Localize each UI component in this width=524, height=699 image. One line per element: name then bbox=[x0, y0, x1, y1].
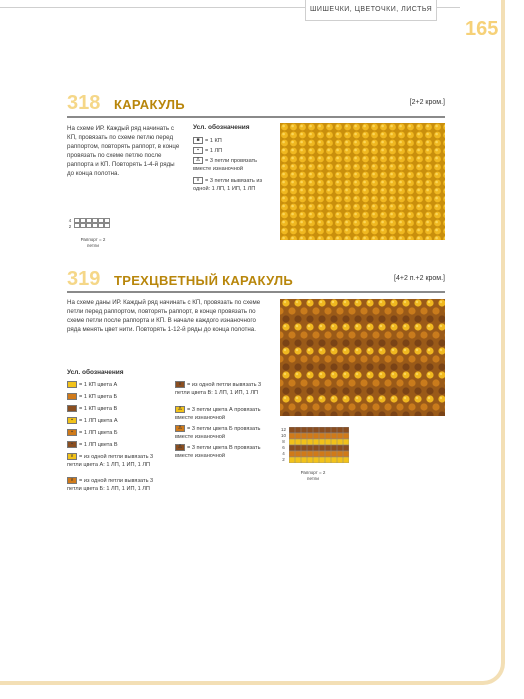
pattern-318-chart: 4 2 bbox=[67, 218, 112, 236]
legend-item: ▪ = 1 ЛП цвета Б bbox=[67, 429, 177, 437]
rapport-label: Раппорт = 2 петли bbox=[300, 470, 326, 481]
pattern-318-title bbox=[67, 93, 445, 115]
pattern-318-instructions: На схеме ИР. Каждый ряд начинать с КП, провязать по схеме петлю перед раппортом, повторять раппорт, в конце провязать по схеме петлю после раппорта и КП. Повторять 1-4-й ряды до конца полотна. bbox=[67, 125, 180, 177]
pattern-319-instructions: На схеме даны ИР. Каждый ряд начинать с КП, провязать по схеме петли перед раппортом, повторять раппорт, в конце провязать по схеме петли после раппорта и КП. В начале каждого изнаночного ряда менять цвет нити. Повторять 1-12-й ряды до конца полотна. bbox=[67, 299, 261, 333]
legend-item: ▪ = 1 ЛП цвета А bbox=[67, 417, 177, 425]
legend-item: Δ = 3 петли цвета А провязать вместе изнаночной bbox=[175, 406, 261, 421]
legend-item: Δ = 3 петли цвета Б провязать вместе изнаночной bbox=[175, 425, 261, 440]
pattern-name: КАРАКУЛЬ bbox=[114, 97, 185, 112]
legend-item: = 1 КП цвета Б bbox=[67, 393, 177, 401]
rapport-label: Раппорт = 2 петли bbox=[80, 237, 106, 248]
knit-symbol-icon: ■ bbox=[193, 137, 203, 144]
page-number: 165 bbox=[465, 18, 499, 40]
decrease-orange-icon: Δ bbox=[175, 425, 185, 432]
legend-item: = 1 КП цвета А bbox=[67, 381, 177, 389]
decrease-symbol-icon: Δ bbox=[193, 157, 203, 164]
purl-yellow-icon: ▪ bbox=[67, 417, 77, 424]
legend-title: Усл. обозначения bbox=[193, 124, 250, 131]
decrease-brown-icon: Δ bbox=[175, 444, 185, 451]
legend-title: Усл. обозначения bbox=[67, 369, 124, 376]
knit-orange-icon bbox=[67, 393, 77, 400]
purl-orange-icon: ▪ bbox=[67, 429, 77, 436]
section-header: ШИШЕЧКИ, ЦВЕТОЧКИ, ЛИСТЬЯ bbox=[305, 0, 437, 21]
title-rule bbox=[67, 291, 445, 293]
legend-item: = 1 КП цвета В bbox=[67, 405, 177, 413]
increase-yellow-icon: ∨ bbox=[67, 453, 77, 460]
increase-symbol-icon: ∨ bbox=[193, 177, 203, 184]
pattern-number: 318 bbox=[67, 92, 101, 114]
pattern-stitch-count: [2+2 кром.] bbox=[409, 99, 445, 106]
legend-item: ■ = 1 КП bbox=[193, 137, 273, 145]
pattern-stitch-count: [4+2 п.+2 кром.] bbox=[394, 275, 445, 282]
decrease-yellow-icon: Δ bbox=[175, 406, 185, 413]
pattern-name: ТРЕХЦВЕТНЫЙ КАРАКУЛЬ bbox=[114, 273, 294, 288]
title-rule bbox=[67, 116, 445, 118]
legend-item: ∨ = из одной петли вывязать 3 петли цвета А: 1 ЛП, 1 ИП, 1 ЛП bbox=[67, 453, 154, 468]
pattern-319-photo bbox=[280, 299, 445, 416]
pattern-319-chart: 12 10 8 6 4 2 bbox=[280, 427, 350, 467]
purl-symbol-icon: ▪ bbox=[193, 147, 203, 154]
increase-orange-icon: ∨ bbox=[67, 477, 77, 484]
legend-item: Δ = 3 петли цвета В провязать вместе изнаночной bbox=[175, 444, 261, 459]
legend-item: Δ = 3 петли провязать вместе изнаночной bbox=[193, 157, 258, 172]
legend-item: ▪ = 1 ЛП цвета В bbox=[67, 441, 177, 449]
purl-brown-icon: ▪ bbox=[67, 441, 77, 448]
legend-item: ∨ = из одной петли вывязать 3 петли цвета Б: 1 ЛП, 1 ИП, 1 ЛП bbox=[67, 477, 154, 492]
pattern-318-photo bbox=[280, 123, 445, 240]
pattern-number: 319 bbox=[67, 268, 101, 290]
increase-brown-icon: ∨ bbox=[175, 381, 185, 388]
pattern-319-title bbox=[67, 269, 445, 291]
knit-brown-icon bbox=[67, 405, 77, 412]
knit-yellow-icon bbox=[67, 381, 77, 388]
legend-item: ∨ = из одной петли вывязать 3 петли цвета В: 1 ЛП, 1 ИП, 1 ЛП bbox=[175, 381, 262, 396]
legend-item: ▪ = 1 ЛП bbox=[193, 147, 273, 155]
legend-item: ∨ = 3 петли вывязать из одной: 1 ЛП, 1 ИП, 1 ЛП bbox=[193, 177, 263, 192]
